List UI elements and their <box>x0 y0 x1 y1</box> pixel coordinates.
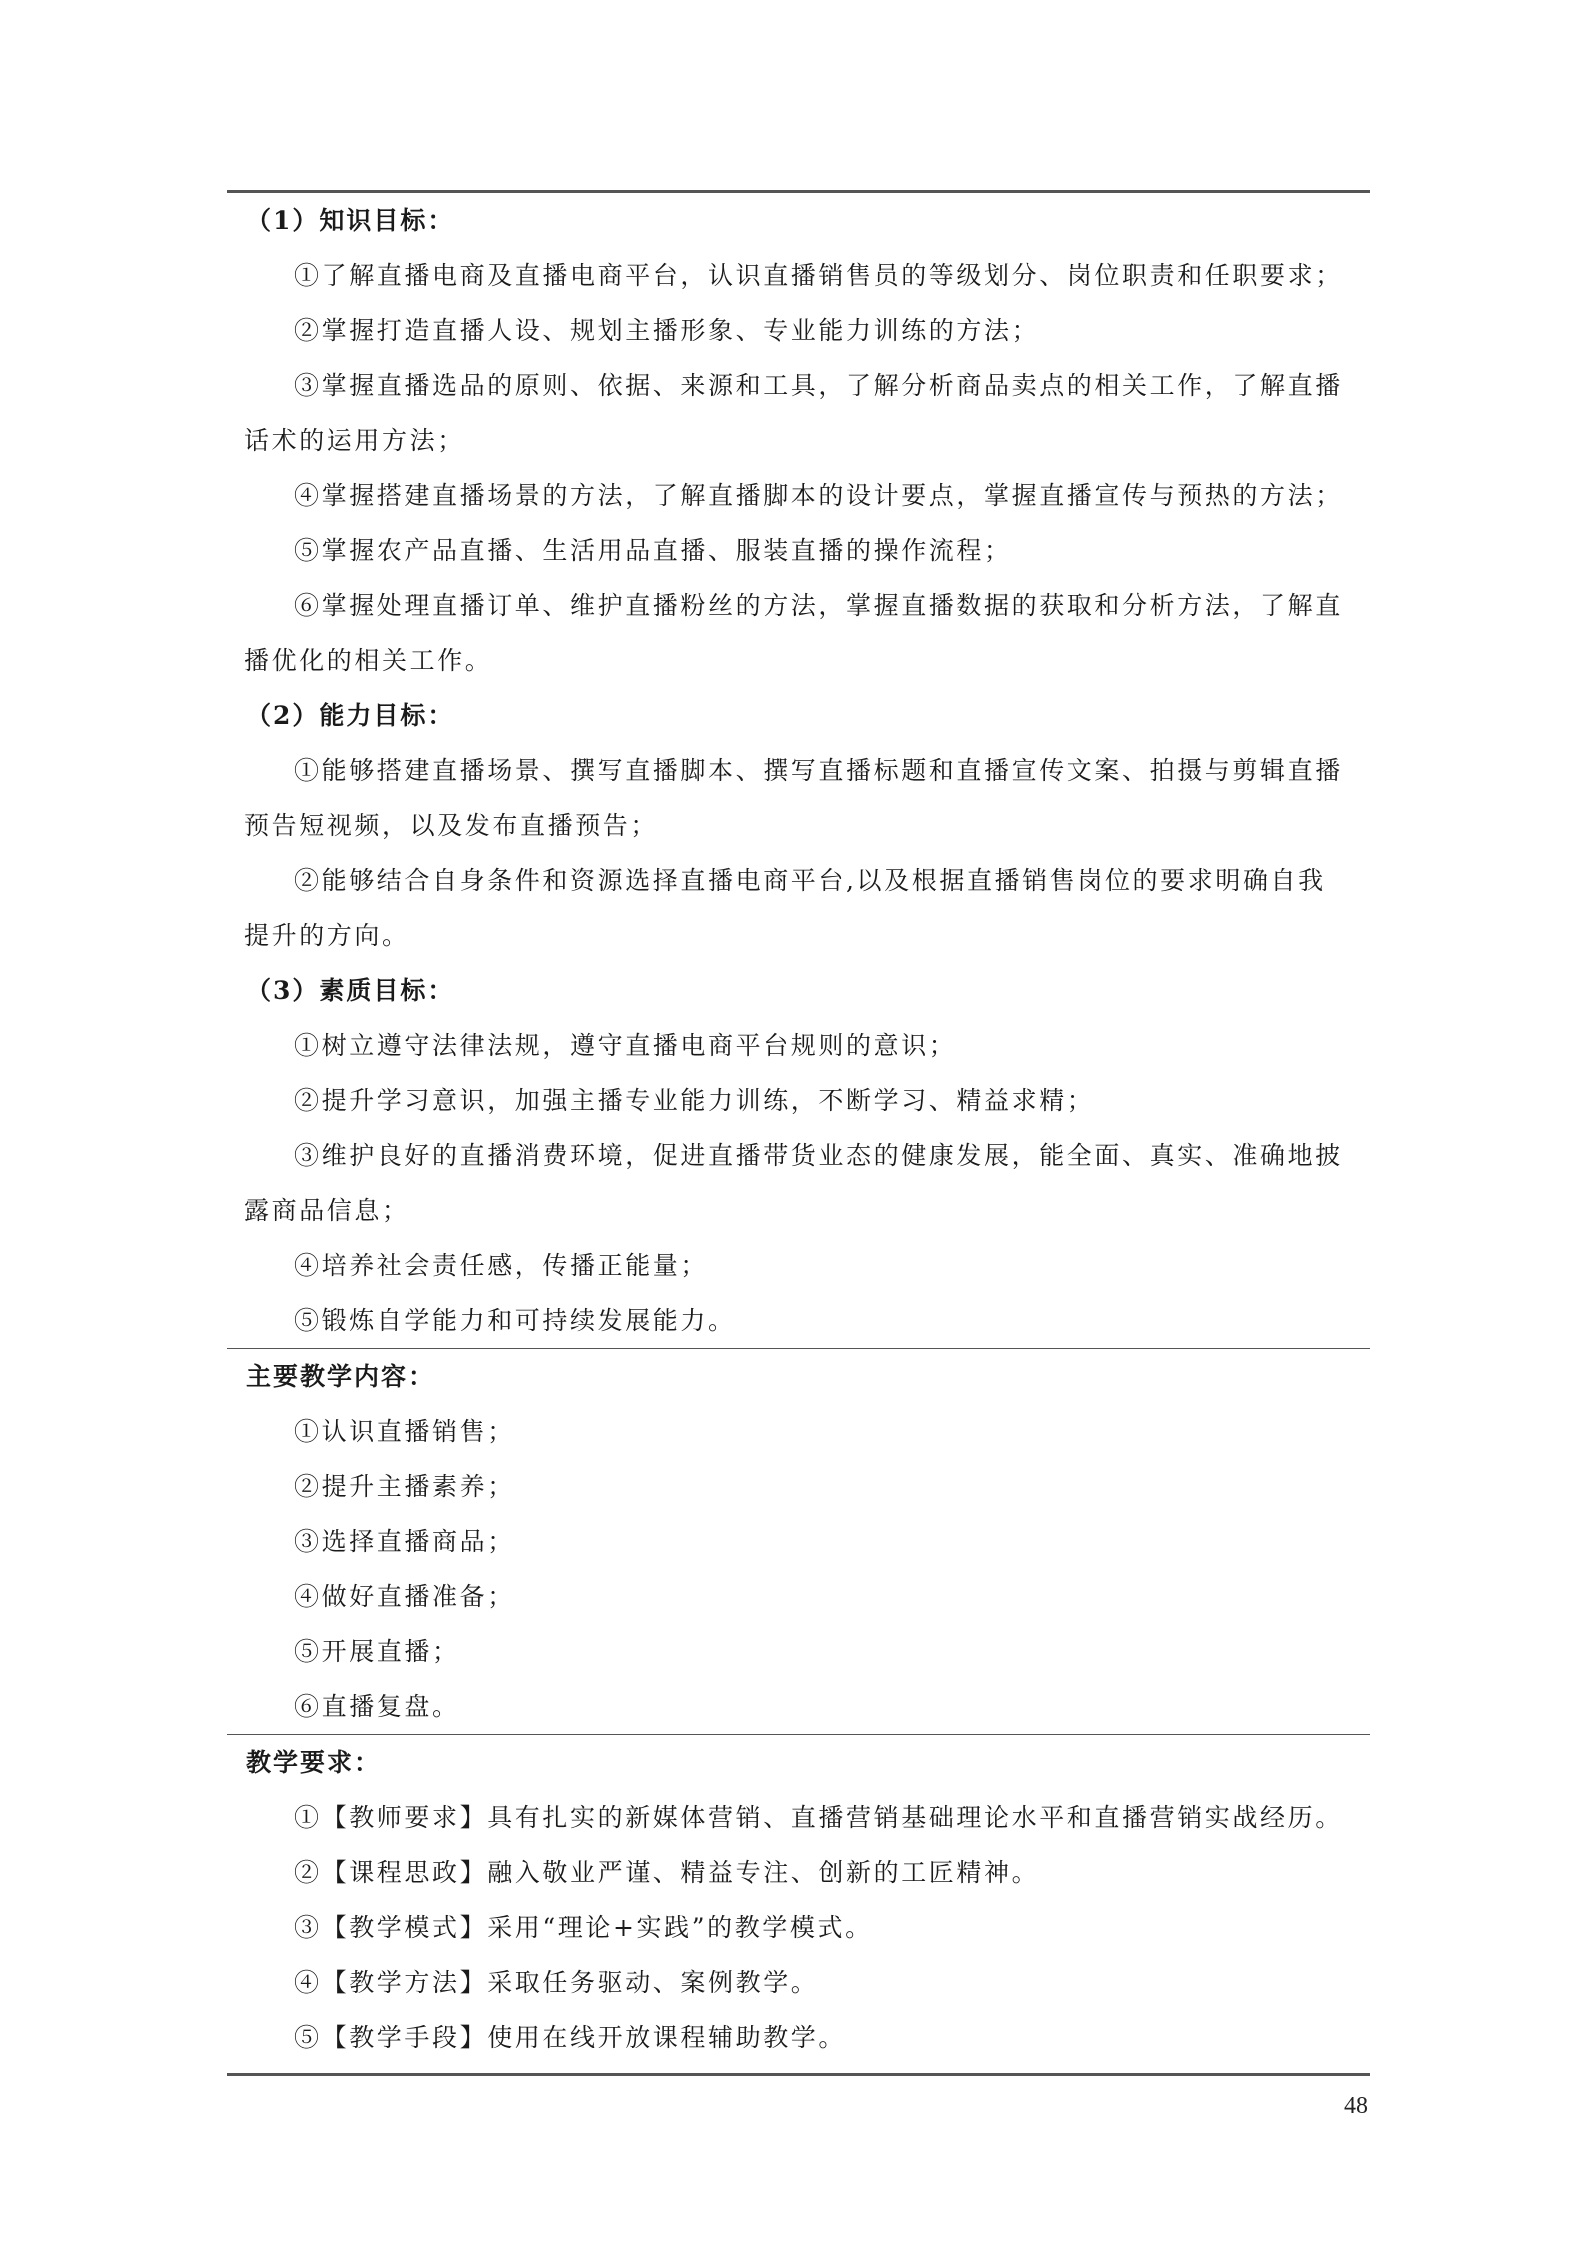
quality-line-6: ⑤锻炼自学能力和可持续发展能力。 <box>294 1306 736 1335</box>
ability-line-2: 预告短视频，以及发布直播预告； <box>244 811 659 840</box>
knowledge-line-3: ③掌握直播选品的原则、依据、来源和工具，了解分析商品卖点的相关工作，了解直播 <box>294 371 1343 400</box>
ability-line-4: 提升的方向。 <box>244 921 410 950</box>
teaching-content-section <box>227 1349 1370 1734</box>
knowledge-objectives-heading: （1）知识目标： <box>246 206 455 235</box>
knowledge-line-2: ②掌握打造直播人设、规划主播形象、专业能力训练的方法； <box>294 316 1040 345</box>
knowledge-line-7: ⑥掌握处理直播订单、维护直播粉丝的方法，掌握直播数据的获取和分析方法，了解直 <box>294 591 1343 620</box>
ability-line-1: ①能够搭建直播场景、撰写直播脚本、撰写直播标题和直播宣传文案、拍摄与剪辑直播 <box>294 756 1343 785</box>
requirement-item-5: ⑤【教学手段】使用在线开放课程辅助教学。 <box>294 2023 847 2052</box>
document-page <box>227 190 1370 2076</box>
quality-line-4: 露商品信息； <box>244 1196 410 1225</box>
teaching-content-heading: 主要教学内容： <box>246 1362 436 1391</box>
bottom-rule <box>227 2073 1370 2076</box>
requirement-item-2: ②【课程思政】融入敬业严谨、精益专注、创新的工匠精神。 <box>294 1858 1040 1887</box>
ability-objectives-heading: （2）能力目标： <box>246 701 455 730</box>
requirement-item-3: ③【教学模式】采用“理论+实践”的教学模式。 <box>294 1913 873 1942</box>
ability-line-3: ②能够结合自身条件和资源选择直播电商平台,以及根据直播销售岗位的要求明确自我 <box>294 866 1326 895</box>
quality-objectives-heading: （3）素质目标： <box>246 976 455 1005</box>
content-item-4: ④做好直播准备； <box>294 1582 515 1611</box>
teaching-content-list <box>244 1404 1366 1734</box>
quality-line-3: ③维护良好的直播消费环境，促进直播带货业态的健康发展，能全面、真实、准确地披 <box>294 1141 1343 1170</box>
knowledge-line-6: ⑤掌握农产品直播、生活用品直播、服装直播的操作流程； <box>294 536 1012 565</box>
quality-line-1: ①树立遵守法律法规，遵守直播电商平台规则的意识； <box>294 1031 957 1060</box>
knowledge-line-4: 话术的运用方法； <box>244 426 465 455</box>
teaching-requirements-list <box>244 1790 1366 2065</box>
content-item-5: ⑤开展直播； <box>294 1637 460 1666</box>
page-number: 48 <box>1344 2093 1368 2119</box>
knowledge-objectives-list <box>244 248 1366 688</box>
ability-objectives-list <box>244 743 1366 963</box>
requirement-item-4: ④【教学方法】采取任务驱动、案例教学。 <box>294 1968 819 1997</box>
content-item-6: ⑥直播复盘。 <box>294 1692 460 1721</box>
knowledge-line-1: ①了解直播电商及直播电商平台，认识直播销售员的等级划分、岗位职责和任职要求； <box>294 261 1343 290</box>
teaching-requirements-heading: 教学要求： <box>246 1748 382 1777</box>
content-item-3: ③选择直播商品； <box>294 1527 515 1556</box>
requirement-item-1: ①【教师要求】具有扎实的新媒体营销、直播营销基础理论水平和直播营销实战经历。 <box>294 1803 1343 1832</box>
knowledge-line-5: ④掌握搭建直播场景的方法，了解直播脚本的设计要点，掌握直播宣传与预热的方法； <box>294 481 1343 510</box>
knowledge-line-8: 播优化的相关工作。 <box>244 646 493 675</box>
quality-objectives-list <box>244 1018 1366 1348</box>
content-item-2: ②提升主播素养； <box>294 1472 515 1501</box>
objectives-section <box>227 193 1370 1348</box>
teaching-requirements-section <box>227 1735 1370 2065</box>
content-item-1: ①认识直播销售； <box>294 1417 515 1446</box>
quality-line-2: ②提升学习意识，加强主播专业能力训练，不断学习、精益求精； <box>294 1086 1095 1115</box>
quality-line-5: ④培养社会责任感，传播正能量； <box>294 1251 709 1280</box>
